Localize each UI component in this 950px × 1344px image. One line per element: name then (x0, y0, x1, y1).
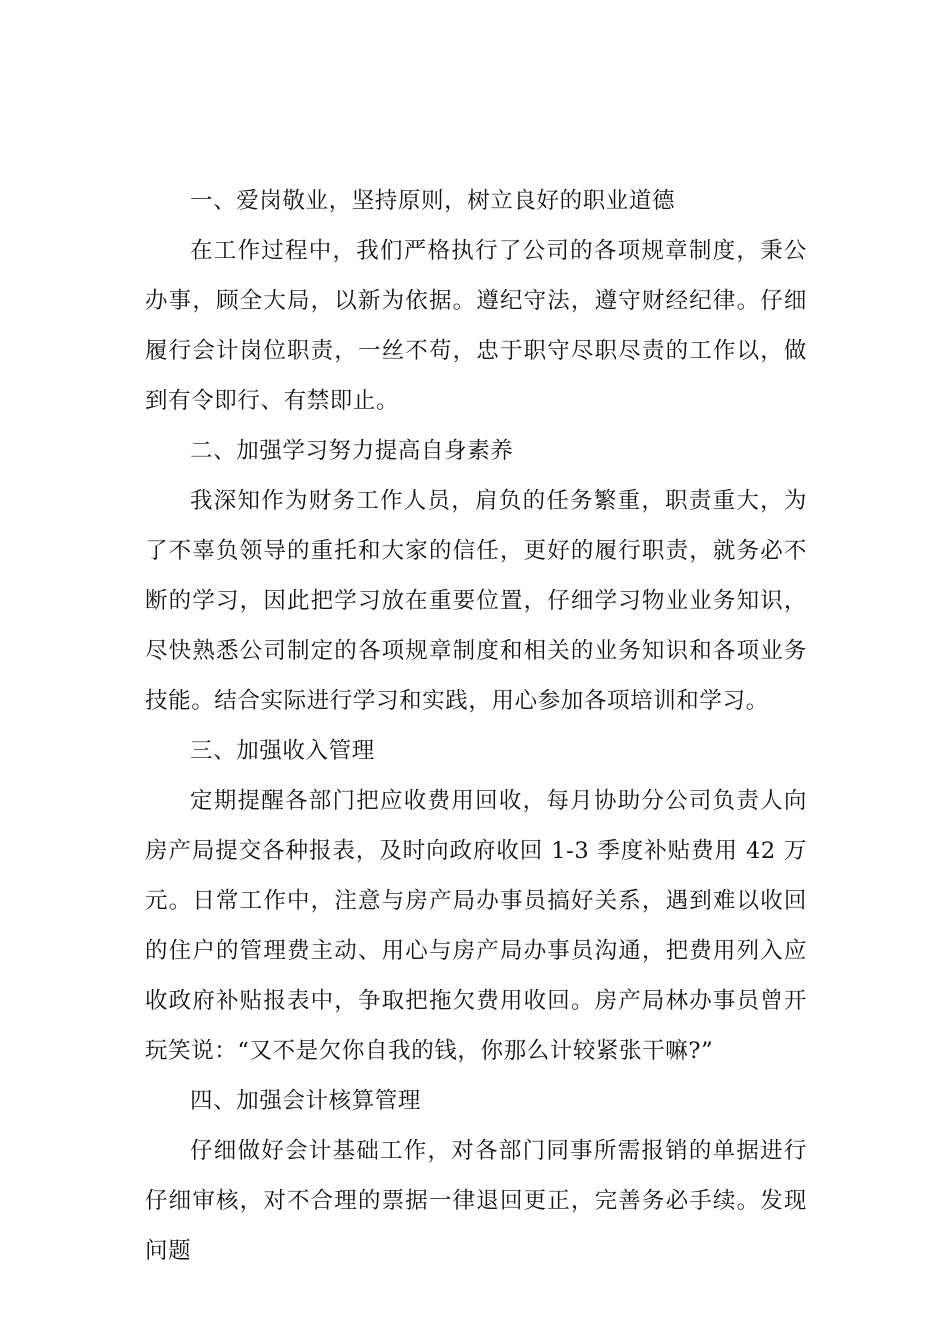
section-heading-1: 一、爱岗敬业，坚持原则，树立良好的职业道德 (190, 188, 676, 214)
section-heading-3: 三、加强收入管理 (190, 738, 375, 764)
section-heading-4: 四、加强会计核算管理 (190, 1088, 422, 1114)
paragraph-2: 我深知作为财务工作人员，肩负的任务繁重，职责重大，为了不辜负领导的重托和大家的信任，更好的履行职责，就务必不断的学习，因此把学习放在重要位置，仔细学习物业业务知识，尽快熟悉公司制定的各项规章制度和相关的业务知识和各项业务技能。结合实际进行学习和实践，用心参加各项培训和学习。 (145, 488, 807, 714)
document-body (145, 176, 807, 1276)
section-heading-2: 二、加强学习努力提高自身素养 (190, 438, 514, 464)
paragraph-4: 仔细做好会计基础工作，对各部门同事所需报销的单据进行仔细审核，对不合理的票据一律退回更正，完善务必手续。发现问题 (145, 1138, 807, 1264)
paragraph-3: 定期提醒各部门把应收费用回收，每月协助分公司负责人向房产局提交各种报表，及时向政府收回 1-3 季度补贴费用 42 万元。日常工作中，注意与房产局办事员搞好关系，遇到难以收回的住户的管理费主动、用心与房产局办事员沟通，把费用列入应收政府补贴报表中，争取把拖欠费用收回。房产局林办事员曾开玩笑说：“又不是欠你自我的钱，你那么计较紧张干嘛?” (145, 788, 807, 1064)
paragraph-1: 在工作过程中，我们严格执行了公司的各项规章制度，秉公办事，顾全大局，以新为依据。遵纪守法，遵守财经纪律。仔细履行会计岗位职责，一丝不苟，忠于职守尽职尽责的工作以，做到有令即行、有禁即止。 (145, 238, 807, 414)
